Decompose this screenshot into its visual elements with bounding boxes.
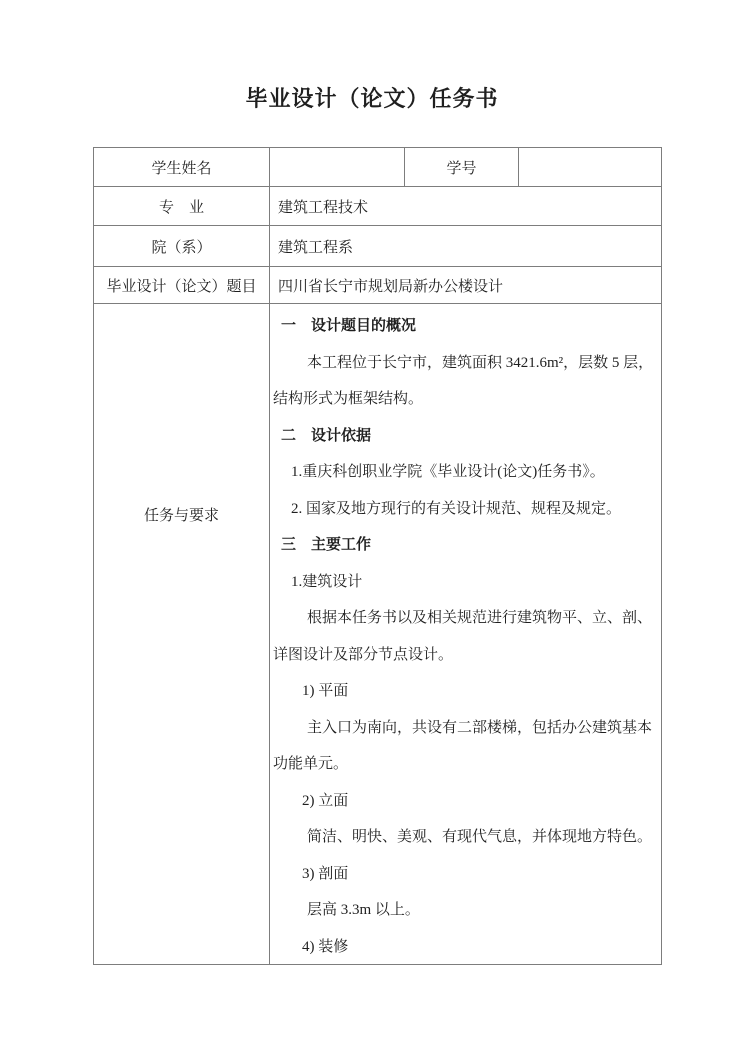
major-value: 建筑工程技术 xyxy=(269,187,661,225)
subitem-decoration: 4) 装修 xyxy=(302,938,349,955)
content-line: 详图设计及部分节点设计。 xyxy=(273,646,454,663)
content-line: 2. 国家及地方现行的有关设计规范、规程及规定。 xyxy=(291,500,622,517)
thesis-title-label: 毕业设计（论文）题目 xyxy=(106,278,257,295)
table-row-major xyxy=(94,186,661,225)
table-row-requirements xyxy=(94,303,661,964)
content-line: 结构形式为框架结构。 xyxy=(273,391,424,407)
content-line: 1.重庆科创职业学院《毕业设计(论文)任务书》。 xyxy=(291,464,605,480)
content-line: 简洁、明快、美观、有现代气息，并体现地方特色。 xyxy=(307,829,653,845)
thesis-title-value: 四川省长宁市规划局新办公楼设计 xyxy=(269,267,661,303)
content-line: 主入口为南向，共设有二部楼梯，包括办公建筑基本 xyxy=(307,719,653,736)
student-name-label: 学生姓名 xyxy=(151,160,212,177)
subitem-plan: 1) 平面 xyxy=(302,683,349,699)
table-row-department xyxy=(94,225,661,266)
table-row-student xyxy=(94,148,661,186)
department-value: 建筑工程系 xyxy=(269,226,661,266)
section-heading-1: 一 设计题目的概况 xyxy=(281,317,417,334)
document-title: 毕业设计（论文）任务书 xyxy=(245,86,499,111)
content-line: 根据本任务书以及相关规范进行建筑物平、立、剖、 xyxy=(307,610,653,626)
task-book-table xyxy=(93,147,662,965)
requirements-label: 任务与要求 xyxy=(143,508,219,524)
content-line: 功能单元。 xyxy=(273,756,349,772)
student-name-field[interactable] xyxy=(269,148,404,186)
table-row-thesis-title xyxy=(94,266,661,303)
requirements-label-cell xyxy=(94,304,269,964)
section-heading-3: 三 主要工作 xyxy=(281,536,372,553)
content-line: 1.建筑设计 xyxy=(291,573,363,590)
section-heading-2: 二 设计依据 xyxy=(281,426,372,444)
content-line: 本工程位于长宁市，建筑面积 3421.6m²，层数 5 层， xyxy=(307,354,654,371)
student-id-field[interactable] xyxy=(518,148,661,186)
major-label: 专 业 xyxy=(158,199,204,216)
subitem-section: 3) 剖面 xyxy=(302,865,349,882)
requirements-content xyxy=(269,304,661,964)
department-label: 院（系） xyxy=(151,239,212,256)
student-id-label: 学号 xyxy=(404,148,518,186)
subitem-elevation: 2) 立面 xyxy=(302,792,349,809)
content-line: 层高 3.3m 以上。 xyxy=(307,902,420,918)
